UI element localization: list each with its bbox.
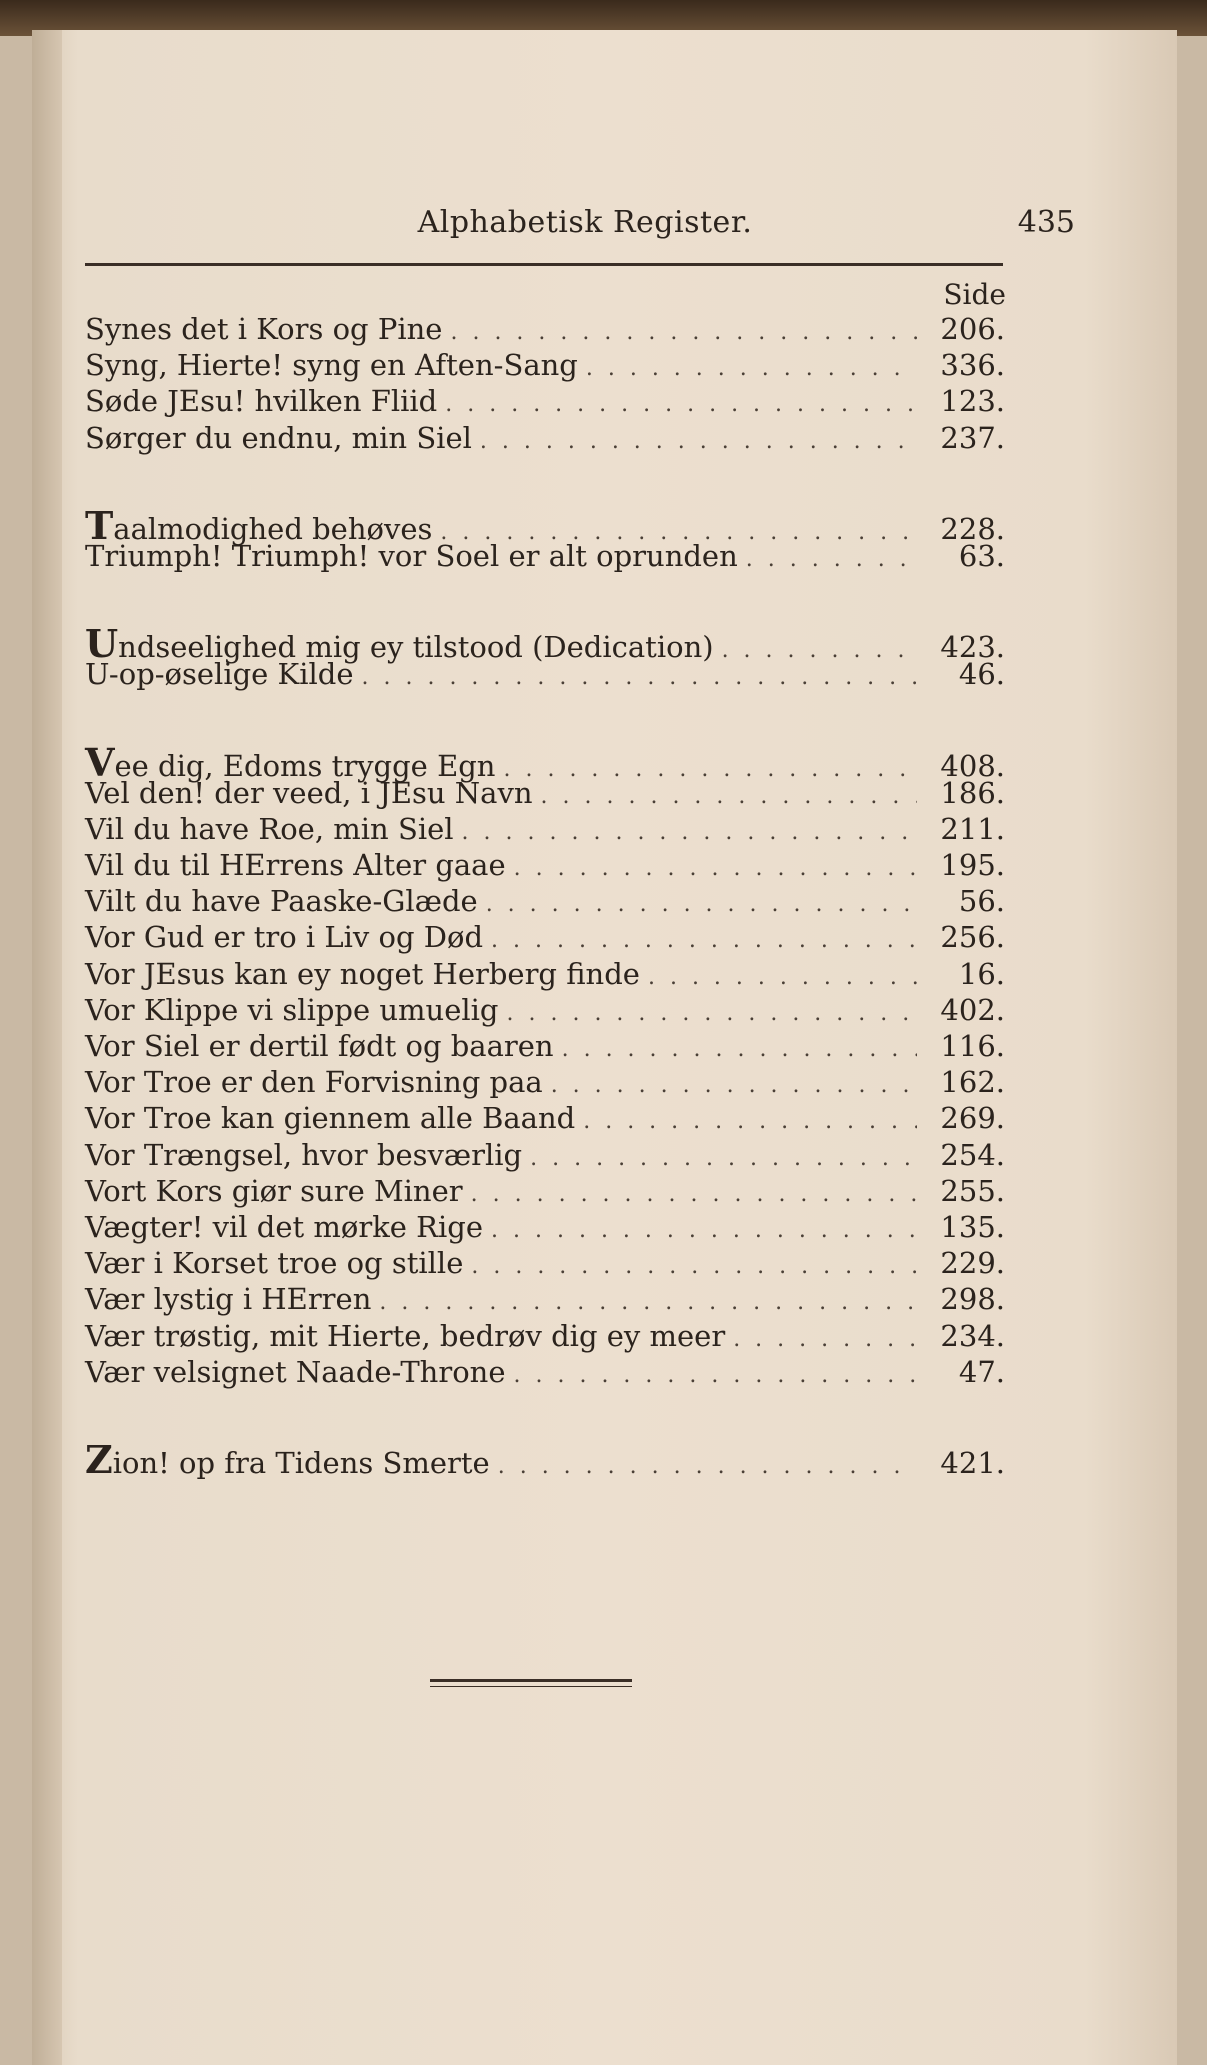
entry-page-number: 162.	[940, 1065, 1005, 1100]
entry-page-number: 254.	[940, 1137, 1005, 1172]
dot-leader	[541, 784, 917, 809]
entry-title: Taalmodighed behøves	[85, 502, 433, 548]
entry-page-number: 46.	[958, 657, 1005, 692]
entry-page-number: 135.	[940, 1209, 1005, 1244]
end-rule-thin	[430, 1686, 632, 1687]
dot-leader	[722, 638, 917, 663]
entry-page-number: 421.	[940, 1445, 1005, 1480]
dot-leader	[471, 1182, 917, 1207]
register-entry	[85, 1246, 1005, 1282]
entry-title: Vær trøstig, mit Hierte, bedrøv dig ey meer	[85, 1318, 726, 1353]
register-entry	[85, 848, 1005, 884]
dot-leader	[480, 429, 917, 454]
entry-page-number: 234.	[940, 1318, 1005, 1353]
register-entry	[85, 884, 1005, 920]
entry-title: Vor Troe er den Forvisning paa	[85, 1065, 543, 1100]
dot-leader	[586, 356, 917, 381]
entry-page-number: 423.	[940, 630, 1005, 665]
dot-leader	[503, 757, 917, 782]
register-entry	[85, 1436, 1005, 1482]
register-entry	[85, 1029, 1005, 1065]
register-entry	[85, 1355, 1005, 1391]
entry-title: Triumph! Triumph! vor Soel er alt oprunden	[85, 538, 738, 573]
entry-page-number: 47.	[958, 1354, 1005, 1389]
register-entry	[85, 957, 1005, 993]
entry-page-number: 186.	[940, 775, 1005, 810]
register-entry	[85, 1138, 1005, 1174]
dot-leader	[733, 1327, 917, 1352]
entry-title: Synes det i Kors og Pine	[85, 312, 443, 346]
dot-leader	[498, 1454, 917, 1479]
entry-page-number: 255.	[940, 1173, 1005, 1208]
register-entry	[85, 1210, 1005, 1246]
entry-title: Vor Gud er tro i Liv og Død	[85, 920, 484, 955]
entry-title: Vee dig, Edoms trygge Egn	[85, 739, 496, 785]
entry-page-number: 56.	[958, 884, 1005, 919]
entry-title: Vilt du have Paaske-Glæde	[85, 884, 478, 919]
running-title: Alphabetisk Register.	[417, 205, 753, 240]
entry-title: Vægter! vil det mørke Rige	[85, 1209, 484, 1244]
dot-leader	[583, 1109, 917, 1134]
dot-leader	[507, 1001, 918, 1026]
entry-title: Vor Siel er dertil født og baaren	[85, 1029, 554, 1063]
register-entry	[85, 502, 1005, 548]
entry-page-number: 256.	[940, 920, 1005, 955]
register-entry	[85, 920, 1005, 956]
register-entry	[85, 384, 1005, 420]
register-entry	[85, 1282, 1005, 1318]
running-header	[85, 205, 1085, 255]
entry-page-number: 269.	[940, 1101, 1005, 1136]
dot-leader	[486, 892, 917, 917]
dot-leader	[530, 1146, 917, 1171]
dot-leader	[462, 820, 917, 845]
dot-leader	[362, 665, 918, 690]
entry-title: Vil du til HErrens Alter gaae	[85, 848, 506, 883]
register-entry	[85, 993, 1005, 1029]
entry-title: Søde JEsu! hvilken Fliid	[85, 384, 438, 419]
entry-page-number: 298.	[940, 1282, 1005, 1317]
entry-title: Zion! op fra Tidens Smerte	[85, 1436, 490, 1482]
entry-page-number: 237.	[940, 420, 1005, 455]
entry-page-number: 228.	[940, 511, 1005, 546]
entry-page-number: 408.	[940, 748, 1005, 783]
letter-group	[85, 312, 1005, 457]
entry-title: Vil du have Roe, min Siel	[85, 811, 454, 846]
dot-leader	[445, 392, 917, 417]
entry-title: Vær lystig i HErren	[85, 1282, 372, 1317]
register-entry	[85, 1065, 1005, 1101]
register-entry	[85, 1174, 1005, 1210]
dot-leader	[491, 928, 917, 953]
letter-group	[85, 503, 1005, 575]
page-number: 435	[1017, 205, 1075, 240]
entry-page-number: 63.	[958, 538, 1005, 573]
register-entries	[85, 312, 1005, 1519]
entry-page-number: 195.	[940, 848, 1005, 883]
dot-leader	[551, 1073, 917, 1098]
register-entry	[85, 348, 1005, 384]
entry-page-number: 16.	[958, 956, 1005, 991]
dot-leader	[450, 320, 917, 345]
entry-title: Syng, Hierte! syng en Aften-Sang	[85, 348, 578, 383]
register-entry	[85, 621, 1005, 667]
entry-page-number: 211.	[940, 811, 1005, 846]
dot-leader	[471, 1254, 917, 1279]
dot-leader	[746, 547, 917, 572]
entry-page-number: 336.	[940, 348, 1005, 383]
entry-page-number: 229.	[940, 1246, 1005, 1281]
entry-title: U-op-øselige Kilde	[85, 657, 354, 692]
entry-title: Vel den! der veed, i JEsu Navn	[85, 775, 533, 810]
entry-title: Sørger du endnu, min Siel	[85, 420, 472, 455]
letter-group	[85, 621, 1005, 693]
entry-title: Vor Klippe vi slippe umuelig	[85, 992, 499, 1027]
end-rule	[430, 1679, 632, 1682]
letter-group	[85, 740, 1005, 1391]
entry-title: Vor Troe kan giennem alle Baand	[85, 1101, 576, 1136]
entry-page-number: 206.	[940, 312, 1005, 346]
entry-title: Vær i Korset troe og stille	[85, 1246, 464, 1281]
register-entry	[85, 739, 1005, 785]
register-entry	[85, 1101, 1005, 1137]
entry-page-number: 402.	[940, 992, 1005, 1027]
register-entry	[85, 1319, 1005, 1355]
register-entry	[85, 312, 1005, 348]
entry-title: Vær velsignet Naade-Throne	[85, 1354, 506, 1389]
entry-title: Undseelighed mig ey tilstood (Dedication)	[85, 621, 714, 667]
dot-leader	[379, 1290, 917, 1315]
letter-group	[85, 1436, 1005, 1482]
entry-title: Vor JEsus kan ey noget Herberg finde	[85, 956, 640, 991]
page-gutter	[32, 30, 62, 2065]
side-column-label: Side	[943, 278, 1006, 311]
entry-page-number: 116.	[940, 1029, 1005, 1063]
dot-leader	[491, 1218, 917, 1243]
dot-leader	[514, 1363, 918, 1388]
dot-leader	[514, 856, 917, 881]
header-rule	[85, 263, 1003, 266]
entry-title: Vort Kors giør sure Miner	[85, 1173, 463, 1208]
register-entry	[85, 421, 1005, 457]
register-entry	[85, 812, 1005, 848]
dot-leader	[562, 1037, 917, 1062]
entry-page-number: 123.	[940, 384, 1005, 419]
entry-title: Vor Trængsel, hvor besværlig	[85, 1137, 523, 1172]
dot-leader	[648, 965, 917, 990]
